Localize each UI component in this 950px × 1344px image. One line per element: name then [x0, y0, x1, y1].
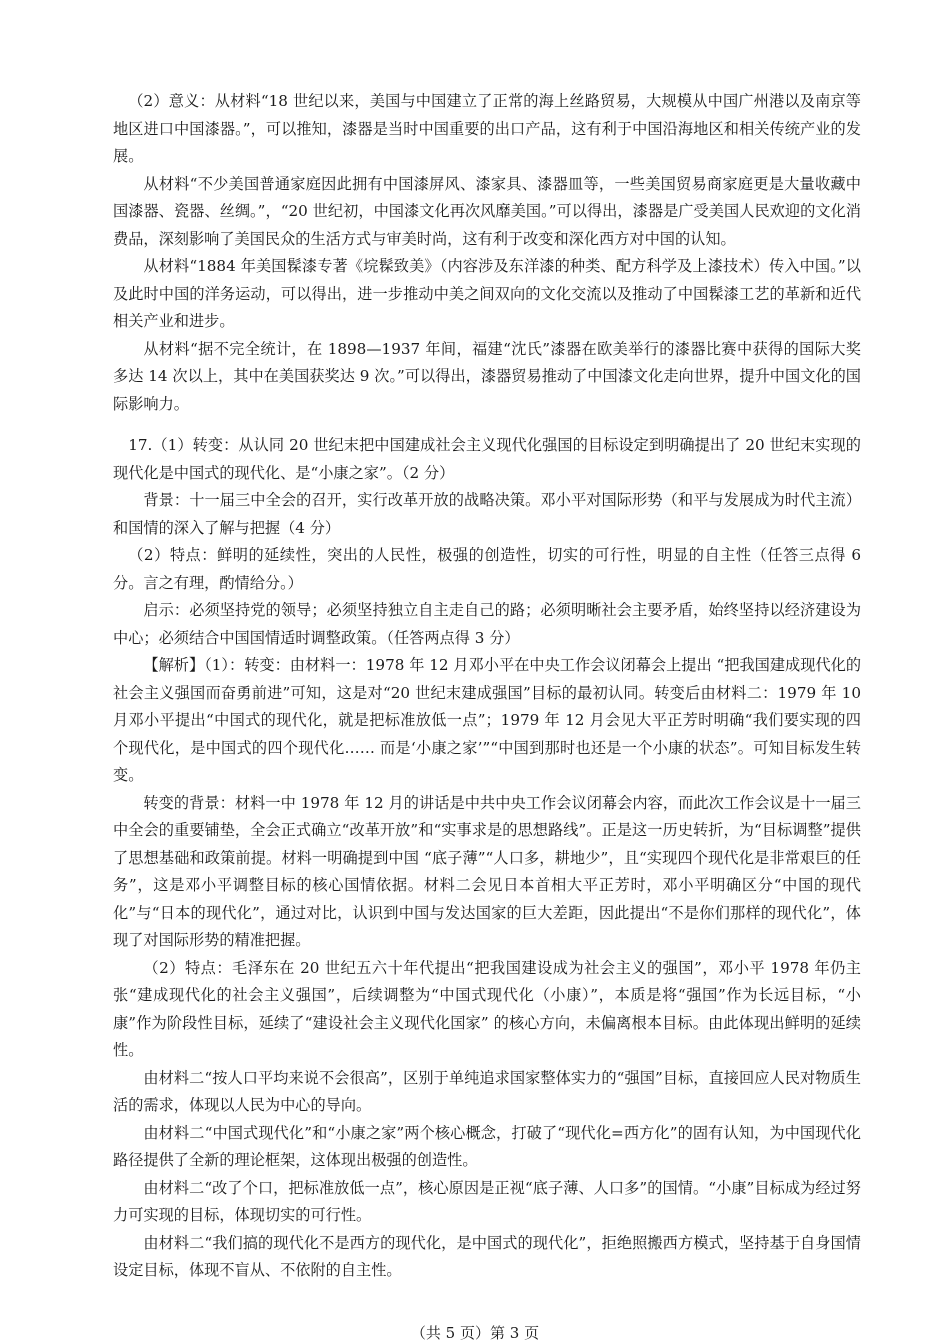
q17-analysis-4: 由材料二“按人口平均来说不会很高”，区别于单纯追求国家整体实力的“强国”目标，直接回应人民对物质生活的需求，体现以人民为中心的导向。	[113, 1068, 861, 1114]
q17-analysis-3: （2）特点：毛泽东在 20 世纪五六十年代提出“把我国建设成为社会主义的强国”，邓小平 1978 年仍主张“建成现代化的社会主义强国”，后续调整为“中国式现代化（小康）”，本质是将“强国”作为长远目标，“小康”作为阶段性目标，延续了“建设社会主义现代化国家” 的核心方向，未偏离根本目标。由此体现出鲜明的延续性。	[113, 958, 861, 1059]
q17-background: 背景：十一届三中全会的召开，实行改革开放的战略决策。邓小平对国际形势（和平与发展成为时代主流）和国情的深入了解与把握（4 分）	[113, 491, 861, 537]
q17-analysis-6: 由材料二“改了个口，把标准放低一点”，核心原因是正视“底子薄、人口多”的国情。“小康”目标成为经过努力可实现的目标，体现切实的可行性。	[113, 1178, 861, 1224]
q16-paragraph-3: 从材料“1884 年美国髹漆专著《垸髹致美》（内容涉及东洋漆的种类、配方科学及上漆技术）传入中国。”以及此时中国的洋务运动，可以得出，进一步推动中美之间双向的文化交流以及推动了中国髹漆工艺的革新和近代相关产业和进步。	[113, 257, 861, 330]
q17-analysis-7: 由材料二“我们搞的现代化不是西方的现代化，是中国式的现代化”，拒绝照搬西方模式，坚持基于自身国情设定目标，体现不盲从、不依附的自主性。	[113, 1233, 861, 1279]
analysis-label: 【解析】	[143, 656, 205, 674]
analysis-text-1: （1）：转变：由材料一：1978 年 12 月邓小平在中央工作会议闭幕会上提出 “把我国建成现代化的社会主义强国而奋勇前进”可知，这是对“20 世纪末建成强国”目标的最初认同。转变后由材料二：1979 年 10 月邓小平提出“中国式的现代化，就是把标准放低一点”；1979 年 12 月会见大平正芳时明确“我们要实现的四个现代化，是中国式的四个现代化…… 而是‘小康之家’”“中国到那时也还是一个小康的状态”。可知目标发生转变。	[113, 656, 862, 784]
q17-inspiration: 启示：必须坚持党的领导；必须坚持独立自主走自己的路；必须明晰社会主要矛盾，始终坚持以经济建设为中心；必须结合中国国情适时调整政策。（任答两点得 3 分）	[113, 601, 861, 647]
page-footer: （共 5 页）第 3 页	[410, 1324, 540, 1342]
q17-analysis-2: 转变的背景：材料一中 1978 年 12 月的讲话是中共中央工作会议闭幕会内容，而此次工作会议是十一届三中全会的重要铺垫，全会正式确立“改革开放”和“实事求是的思想路线”。正是这一历史转折，为“目标调整”提供了思想基础和政策前提。材料一明确提到中国 “底子薄”“人口多，耕地少”，且“实现四个现代化是非常艰巨的任务”，这是邓小平调整目标的核心国情依据。材料二会见日本首相大平正芳时，邓小平明确区分“中国的现代化”与“日本的现代化”，通过对比，认识到中国与发达国家的巨大差距，因此提出“不是你们那样的现代化”，体现了对国际形势的精准把握。	[113, 793, 861, 949]
q16-paragraph-2: 从材料“不少美国普通家庭因此拥有中国漆屏风、漆家具、漆器皿等，一些美国贸易商家庭更是大量收藏中国漆器、瓷器、丝绸。”，“20 世纪初，中国漆文化再次风靡美国。”可以得出，漆器是广受美国人民欢迎的文化消费品，深刻影响了美国民众的生活方式与审美时尚，这有利于改变和深化西方对中国的认知。	[113, 174, 861, 248]
q16-part2-significance: （2）意义：从材料“18 世纪以来，美国与中国建立了正常的海上丝路贸易，大规模从中国广州港以及南京等地区进口中国漆器。”，可以推知，漆器是当时中国重要的出口产品，这有利于中国沿海地区和相关传统产业的发展。	[113, 92, 861, 165]
answer-document	[113, 88, 861, 1285]
q17-part2-features: （2）特点：鲜明的延续性，突出的人民性，极强的创造性，切实的可行性，明显的自主性（任答三点得 6 分。言之有理，酌情给分。）	[113, 546, 861, 592]
q17-analysis-1	[113, 652, 861, 790]
q17-part1-change: 17.（1）转变：从认同 20 世纪末把中国建成社会主义现代化强国的目标设定到明确提出了 20 世纪末实现的现代化是中国式的现代化、是“小康之家”。（2 分）	[113, 436, 861, 482]
q16-paragraph-4: 从材料“据不完全统计，在 1898—1937 年间，福建“沈氏”漆器在欧美举行的漆器比赛中获得的国际大奖多达 14 次以上，其中在美国获奖达 9 次。”可以得出，漆器贸易推动了中国漆文化走向世界，提升中国文化的国际影响力。	[113, 339, 861, 413]
q17-analysis-5: 由材料二“中国式现代化”和“小康之家”两个核心概念，打破了“现代化=西方化”的固有认知，为中国现代化路径提供了全新的理论框架，这体现出极强的创造性。	[113, 1123, 861, 1169]
